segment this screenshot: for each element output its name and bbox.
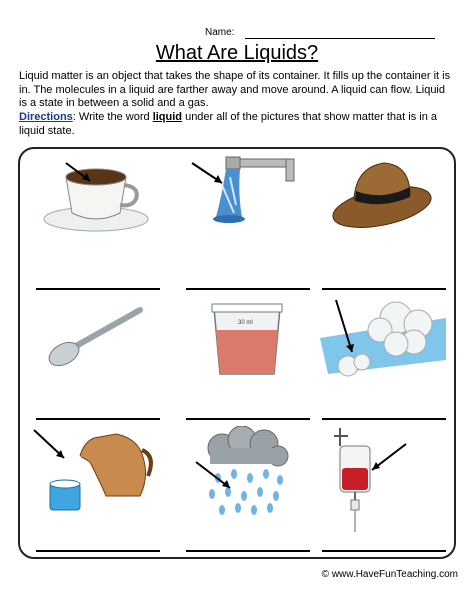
- rain-cloud-image: [182, 426, 310, 516]
- footer-copyright: © www.HaveFunTeaching.com: [321, 569, 458, 580]
- picture-cell-wind: [318, 290, 446, 410]
- directions-text-before: : Write the word: [72, 111, 153, 123]
- picture-cell-rain: [182, 426, 310, 546]
- name-line[interactable]: [245, 38, 435, 39]
- directions-keyword: liquid: [152, 111, 183, 123]
- juice-glass-image: [182, 290, 310, 380]
- directions-text-after: under all of the pictures that show matter that is in a liquid state.: [19, 111, 437, 137]
- directions-label: Directions: [19, 111, 73, 123]
- answer-line-6[interactable]: [322, 418, 446, 420]
- picture-cell-iv: [318, 426, 446, 546]
- answer-line-4[interactable]: [36, 418, 160, 420]
- picture-cell-milk: [32, 426, 160, 546]
- picture-cell-hat: [318, 155, 446, 275]
- answer-line-7[interactable]: [36, 550, 160, 552]
- brown-hat-image: [318, 155, 446, 235]
- name-label: Name:: [205, 27, 235, 38]
- metal-spoon-image: [32, 290, 160, 380]
- answer-line-9[interactable]: [322, 550, 446, 552]
- picture-cell-faucet: [182, 155, 310, 275]
- milk-pitcher-image: [32, 426, 160, 516]
- picture-cell-juice: [182, 290, 310, 410]
- picture-cell-spoon: [32, 290, 160, 410]
- directions-paragraph: [19, 111, 455, 138]
- iv-bag-image: [318, 426, 446, 536]
- glass-measure-label: 30 ml: [238, 320, 253, 326]
- picture-cell-coffee: [32, 155, 160, 275]
- answer-line-8[interactable]: [186, 550, 310, 552]
- wind-cloud-image: [318, 290, 446, 380]
- answer-line-5[interactable]: [186, 418, 310, 420]
- coffee-cup-image: [32, 155, 160, 235]
- page-title: What Are Liquids?: [155, 42, 319, 64]
- intro-paragraph: Liquid matter is an object that takes the shape of its container. It fills up the container it is in. The molecules in a liquid are farther away and move around. A liquid can flow. Liquid is a state in between a solid and a gas.: [19, 70, 451, 109]
- water-faucet-image: [182, 155, 310, 235]
